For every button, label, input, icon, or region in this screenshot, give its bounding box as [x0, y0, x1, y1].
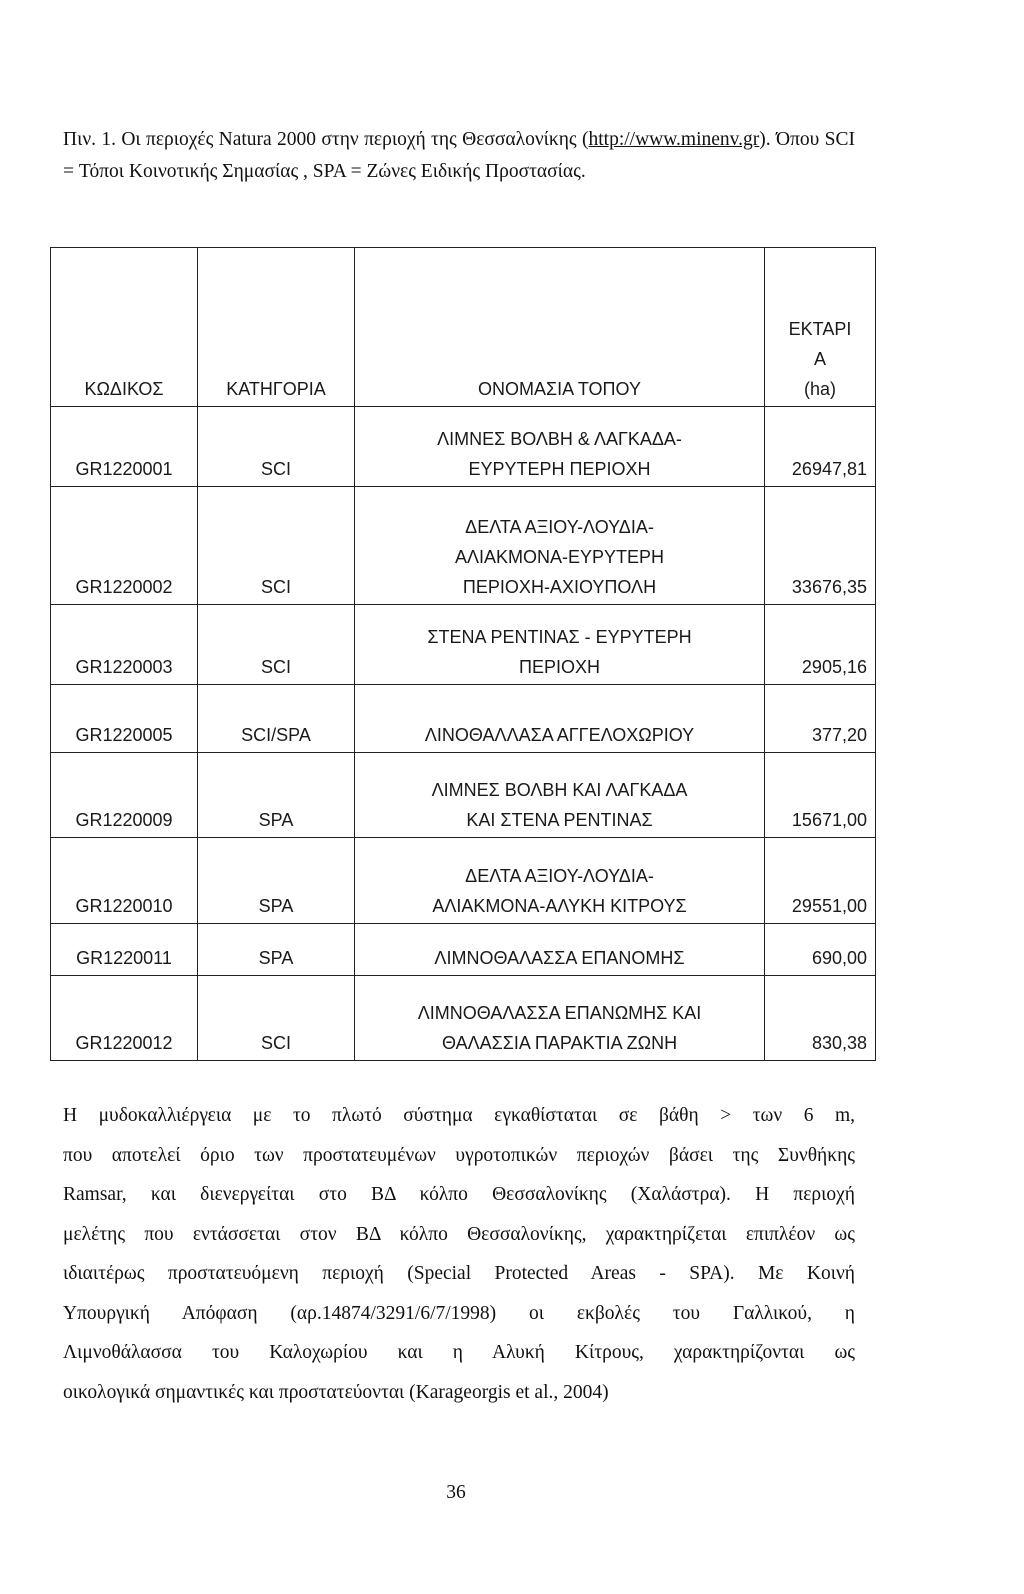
cell-name-line: ΣΤΕΝΑ ΡΕΝΤΙΝΑΣ - ΕΥΡΥΤΕΡΗ	[427, 627, 692, 647]
cell-area: 830,38	[765, 976, 876, 1061]
cell-name	[355, 753, 765, 838]
body-paragraph	[63, 1096, 855, 1412]
cell-category: SCI	[198, 487, 355, 605]
cell-name-line: ΕΥΡΥΤΕΡΗ ΠΕΡΙΟΧΗ	[468, 459, 651, 479]
table-caption	[63, 124, 855, 188]
natura-table-container	[50, 247, 876, 1061]
cell-code: GR1220001	[51, 407, 198, 487]
cell-name-line: ΛΙΜΝΕΣ ΒΟΛΒΗ & ΛΑΓΚΑΔΑ-	[437, 429, 682, 449]
header-area	[765, 248, 876, 407]
header-code: ΚΩΔΙΚΟΣ	[51, 248, 198, 407]
header-area-line: ΕΚΤΑΡΙ	[788, 319, 852, 339]
cell-category: SCI	[198, 407, 355, 487]
cell-name	[355, 924, 765, 976]
cell-name-line: ΛΙΜΝΟΘΑΛΑΣΣΑ ΕΠΑΝΩΜΗΣ ΚΑΙ	[417, 1003, 702, 1023]
cell-category: SPA	[198, 924, 355, 976]
header-name: ΟΝΟΜΑΣΙΑ ΤΟΠΟΥ	[355, 248, 765, 407]
table-row	[51, 407, 876, 487]
page-number: 36	[446, 1482, 466, 1503]
cell-code: GR1220002	[51, 487, 198, 605]
cell-category: SPA	[198, 838, 355, 924]
table-header-row	[51, 248, 876, 407]
cell-code: GR1220010	[51, 838, 198, 924]
cell-name-line: ΛΙΜΝΟΘΑΛΑΣΣΑ ΕΠΑΝΟΜΗΣ	[434, 948, 685, 968]
paragraph-line: Ramsar, και διενεργείται στο ΒΔ κόλπο Θεσσαλονίκης (Χαλάστρα). Η περιοχή	[63, 1184, 855, 1205]
cell-area: 2905,16	[765, 605, 876, 685]
cell-name-line: ΛΙΜΝΕΣ ΒΟΛΒΗ ΚΑΙ ΛΑΓΚΑΔΑ	[431, 780, 688, 800]
cell-name	[355, 685, 765, 753]
cell-name-line: ΠΕΡΙΟΧΗ-ΑΧΙΟΥΠΟΛΗ	[462, 577, 657, 597]
cell-category: SCI	[198, 976, 355, 1061]
paragraph-line: Η μυδοκαλλιέργεια με το πλωτό σύστημα εγκαθίσταται σε βάθη > των 6 m,	[63, 1105, 855, 1126]
table-row	[51, 487, 876, 605]
cell-name-line: ΑΛΙΑΚΜΟΝΑ-ΑΛΥΚΗ ΚΙΤΡΟΥΣ	[432, 896, 687, 916]
table-body	[51, 407, 876, 1061]
natura-sites-table	[50, 247, 876, 1061]
cell-name	[355, 407, 765, 487]
cell-category: SCI	[198, 605, 355, 685]
cell-name-line: ΔΕΛΤΑ ΑΞΙΟΥ-ΛΟΥΔΙΑ-	[465, 517, 654, 537]
table-row	[51, 838, 876, 924]
header-area-line: (ha)	[803, 379, 836, 399]
table-row	[51, 924, 876, 976]
cell-area: 33676,35	[765, 487, 876, 605]
cell-name	[355, 838, 765, 924]
cell-code: GR1220012	[51, 976, 198, 1061]
paragraph-line: Λιμνοθάλασσα του Καλοχωρίου και η Αλυκή Κίτρους, χαρακτηρίζονται ως	[63, 1342, 855, 1363]
caption-suffix: ). Όπου SCI = Τόποι Κοινοτικής Σημασίας , SPA = Ζώνες Ειδικής Προστασίας.	[63, 129, 856, 182]
cell-area: 690,00	[765, 924, 876, 976]
cell-area: 26947,81	[765, 407, 876, 487]
cell-category: SPA	[198, 753, 355, 838]
cell-name	[355, 605, 765, 685]
table-row	[51, 685, 876, 753]
table-row	[51, 753, 876, 838]
cell-name-line: ΘΑΛΑΣΣΙΑ ΠΑΡΑΚΤΙΑ ΖΩΝΗ	[441, 1033, 678, 1053]
table-row	[51, 605, 876, 685]
paragraph-line: Υπουργική Απόφαση (αρ.14874/3291/6/7/1998) οι εκβολές του Γαλλικού, η	[63, 1302, 855, 1324]
cell-code: GR1220009	[51, 753, 198, 838]
cell-name	[355, 487, 765, 605]
cell-name-line: ΑΛΙΑΚΜΟΝΑ-ΕΥΡΥΤΕΡΗ	[454, 547, 665, 567]
caption-prefix: Πιν. 1. Οι περιοχές Natura 2000 στην περιοχή της Θεσσαλονίκης (	[63, 129, 589, 150]
cell-code: GR1220011	[51, 924, 198, 976]
cell-area: 15671,00	[765, 753, 876, 838]
cell-category: SCI/SPA	[198, 685, 355, 753]
paragraph-line: ιδιαιτέρως προστατευόμενη περιοχή (Special Protected Areas - SPA). Με Κοινή	[63, 1263, 855, 1284]
cell-name-line: ΔΕΛΤΑ ΑΞΙΟΥ-ΛΟΥΔΙΑ-	[465, 866, 654, 886]
cell-code: GR1220003	[51, 605, 198, 685]
paragraph-line: μελέτης που εντάσσεται στον ΒΔ κόλπο Θεσσαλονίκης, χαρακτηρίζεται επιπλέον ως	[63, 1223, 855, 1245]
paragraph-line: που αποτελεί όριο των προστατευμένων υγροτοπικών περιοχών βάσει της Συνθήκης	[63, 1144, 855, 1166]
paragraph-line: οικολογικά σημαντικές και προστατεύονται (Karageorgis et al., 2004)	[63, 1381, 609, 1403]
cell-name-line: ΚΑΙ ΣΤΕΝΑ ΡΕΝΤΙΝΑΣ	[466, 810, 653, 830]
caption-link[interactable]: http://www.minenv.gr	[588, 129, 760, 150]
cell-area: 377,20	[765, 685, 876, 753]
header-category: ΚΑΤΗΓΟΡΙΑ	[198, 248, 355, 407]
header-area-line: Α	[813, 349, 826, 369]
cell-code: GR1220005	[51, 685, 198, 753]
cell-name-line: ΠΕΡΙΟΧΗ	[518, 657, 601, 677]
cell-area: 29551,00	[765, 838, 876, 924]
cell-name	[355, 976, 765, 1061]
cell-name-line: ΛΙΝΟΘΑΛΛΑΣΑ ΑΓΓΕΛΟΧΩΡΙΟΥ	[424, 725, 695, 745]
table-row	[51, 976, 876, 1061]
